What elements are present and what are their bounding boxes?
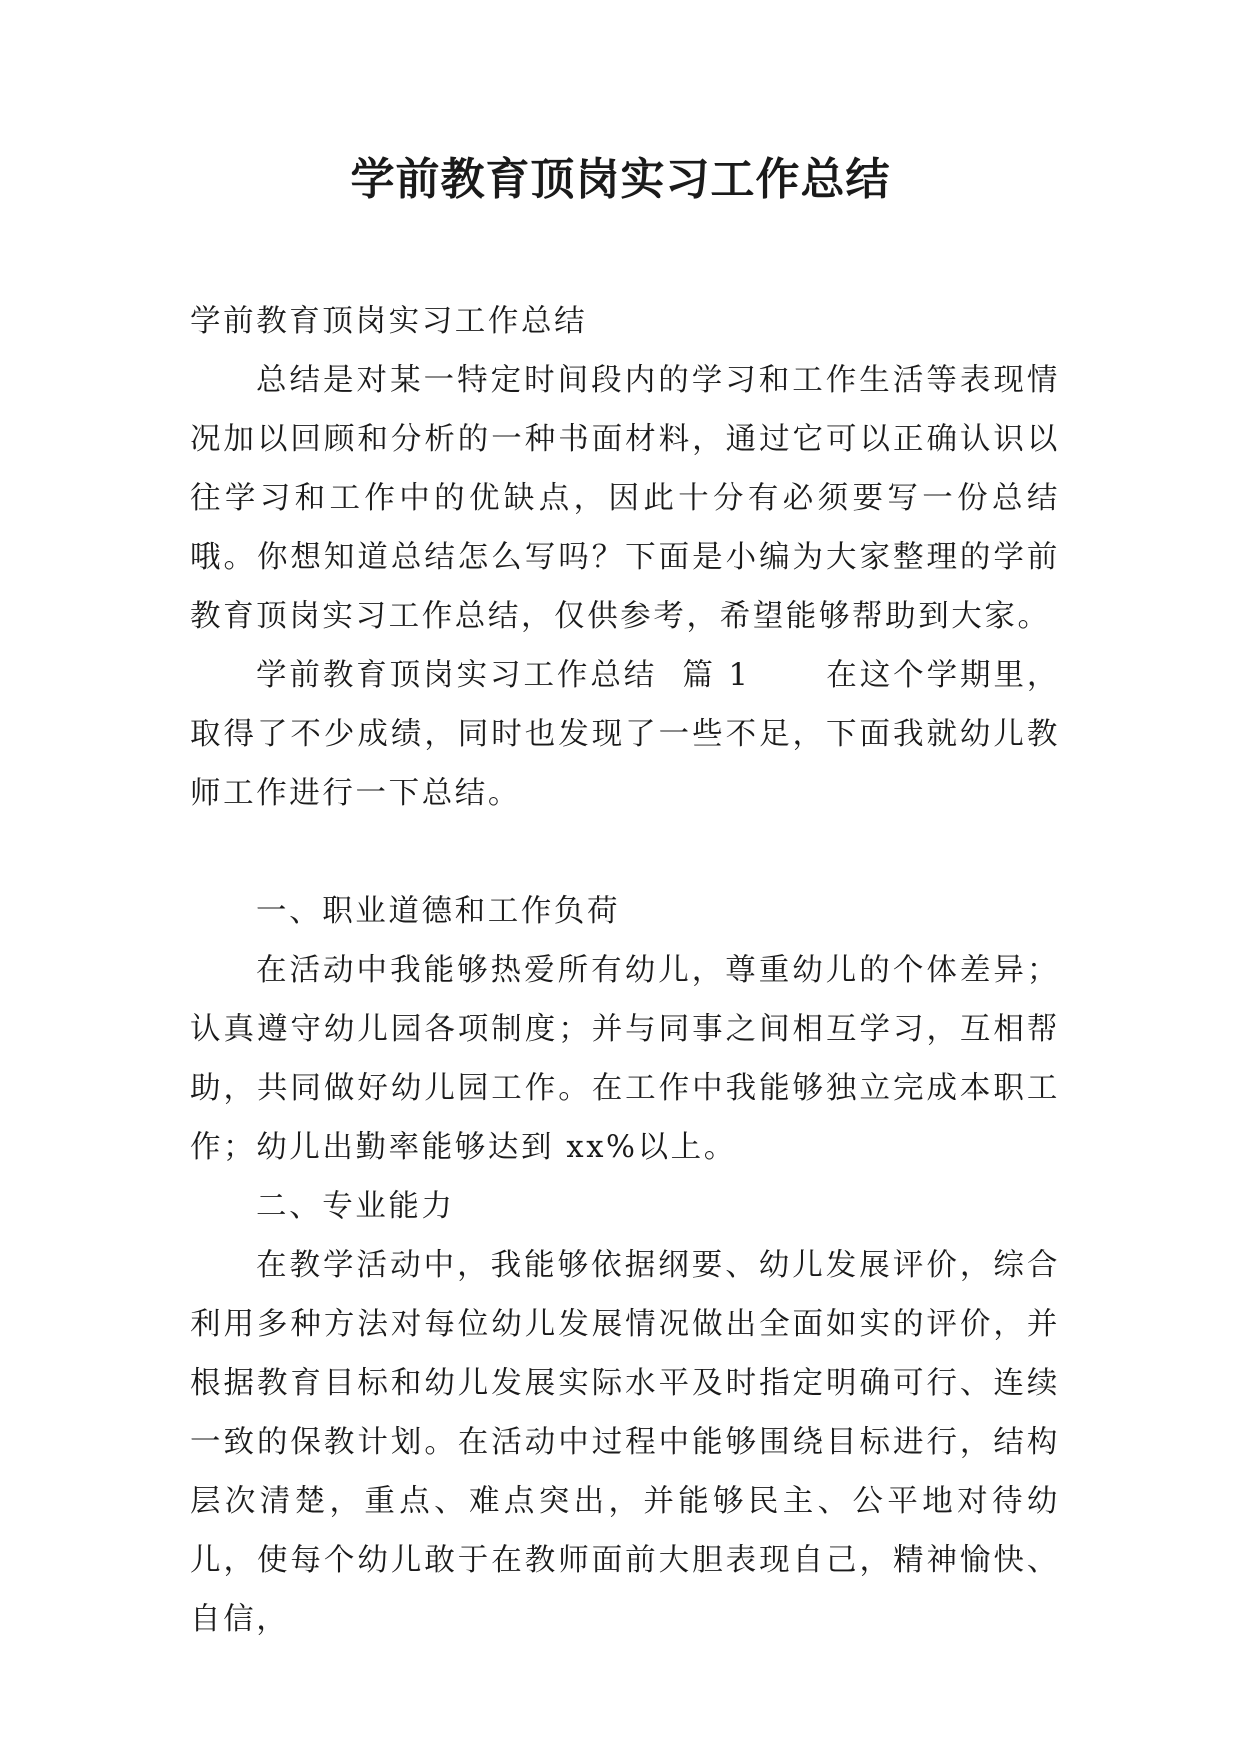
heading-spacer [751, 658, 827, 693]
article-opening: 在这个学期里，取得了不少成绩，同时也发现了一些不足，下面我就幼儿教师工作进行一下总结。 [190, 658, 1060, 811]
section2-paragraph: 在教学活动中，我能够依据纲要、幼儿发展评价，综合利用多种方法对每位幼儿发展情况做出全面如实的评价，并根据教育目标和幼儿发展实际水平及时指定明确可行、连续一致的保教计划。在活动中过程中能够围绕目标进行，结构层次清楚，重点、难点突出，并能够民主、公平地对待幼儿，使每个幼儿敢于在教师面前大胆表现自己，精神愉快、自信， [190, 1248, 1060, 1637]
document-body [190, 292, 1060, 1649]
article-opening-paragraph [190, 646, 1060, 823]
section2-heading: 二、专业能力 [256, 1189, 455, 1224]
document-subtitle: 学前教育顶岗实习工作总结 [190, 304, 588, 339]
section1-heading: 一、职业道德和工作负荷 [256, 894, 621, 929]
section1-paragraph: 在活动中我能够热爱所有幼儿，尊重幼儿的个体差异；认真遵守幼儿园各项制度；并与同事之间相互学习，互相帮助，共同做好幼儿园工作。在工作中我能够独立完成本职工作；幼儿出勤率能够达到 xx%以上。 [190, 953, 1060, 1165]
document-title: 学前教育顶岗实习工作总结 [350, 154, 891, 205]
paragraph-gap [190, 823, 1060, 882]
article-heading: 学前教育顶岗实习工作总结 篇 1 [256, 658, 751, 693]
intro-paragraph: 总结是对某一特定时间段内的学习和工作生活等表现情况加以回顾和分析的一种书面材料，通过它可以正确认识以往学习和工作中的优缺点，因此十分有必须要写一份总结哦。你想知道总结怎么写吗？下面是小编为大家整理的学前教育顶岗实习工作总结，仅供参考，希望能够帮助到大家。 [190, 363, 1060, 634]
